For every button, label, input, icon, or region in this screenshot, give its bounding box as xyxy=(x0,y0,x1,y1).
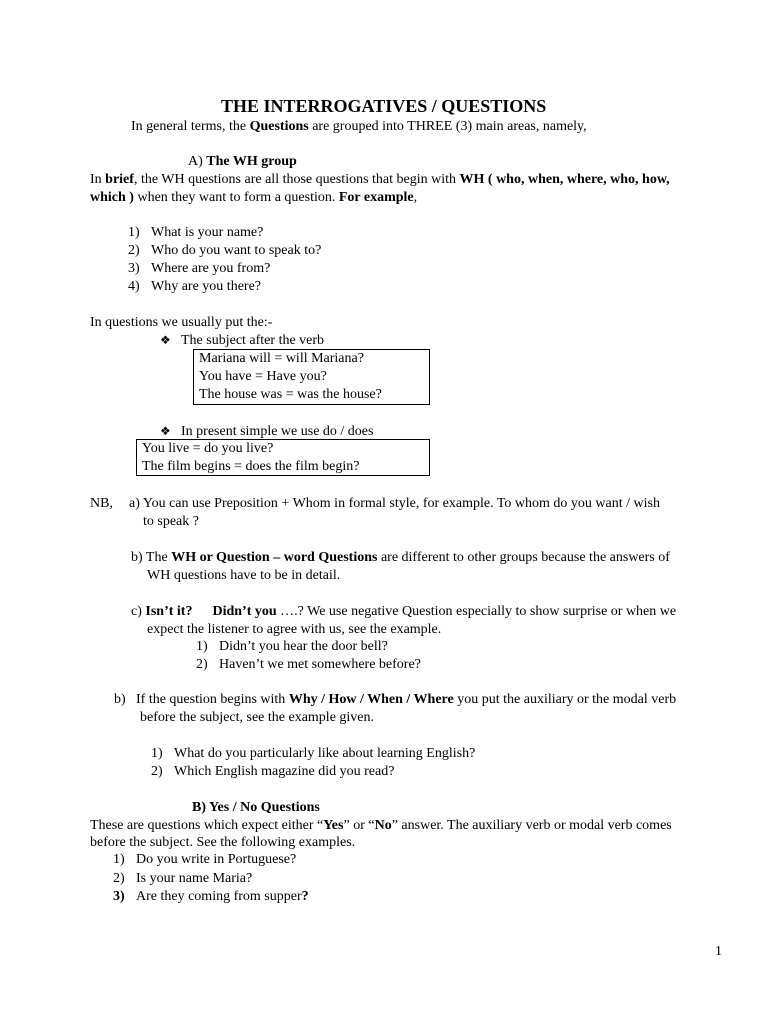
section-a-para-line2 xyxy=(90,189,417,207)
diamond-bullet-icon: ❖ xyxy=(160,333,171,347)
list-item xyxy=(128,224,140,242)
list-item xyxy=(219,638,388,656)
list-item xyxy=(151,260,270,278)
page-number: 1 xyxy=(715,944,722,959)
list-number: 2) xyxy=(196,657,208,672)
text-span-bold: Yes xyxy=(323,818,344,833)
text-span: ….? We use negative Question especially to show surprise or when we xyxy=(276,604,677,619)
list-item xyxy=(128,278,140,296)
list-number: 2) xyxy=(113,871,125,886)
list-item xyxy=(128,260,140,278)
list-item xyxy=(219,656,421,674)
nb-b-line2: WH questions have to be in detail. xyxy=(147,568,341,583)
text-span: when they want to form a question. xyxy=(133,190,339,205)
page-title: THE INTERROGATIVES / QUESTIONS xyxy=(221,96,547,116)
list-number: 2) xyxy=(151,764,163,779)
box-line: You live = do you live? xyxy=(142,441,274,456)
list-item xyxy=(151,763,163,781)
text-span-bold: For example xyxy=(338,190,414,205)
list-item xyxy=(113,851,125,869)
list-text: Who do you want to speak to? xyxy=(151,243,322,258)
list-item xyxy=(136,851,296,869)
list-text: Is your name Maria? xyxy=(136,871,253,886)
text-span: These are questions which expect either “ xyxy=(90,818,324,833)
text-span: ” answer. The auxiliary verb or modal verb comes xyxy=(391,818,672,833)
nb-label: NB, xyxy=(90,496,113,511)
intro-post: are grouped into THREE (3) main areas, namely, xyxy=(308,119,587,134)
nb-c-line2: expect the listener to agree with us, see the example. xyxy=(147,622,442,637)
list-item xyxy=(151,278,261,296)
section-a-prefix: A) xyxy=(188,154,207,169)
list-number: 3) xyxy=(128,261,140,276)
list-item xyxy=(136,888,309,906)
list-item xyxy=(151,242,321,260)
section-a-title: The WH group xyxy=(206,154,297,169)
list-item xyxy=(113,888,125,906)
text-span: , the WH questions are all those questions that begin with xyxy=(133,172,460,187)
list-number: 4) xyxy=(128,279,140,294)
bullet-text: In present simple we use do / does xyxy=(181,424,374,439)
nb-a-line2: to speak ? xyxy=(143,514,199,529)
list-text: Why are you there? xyxy=(151,279,261,294)
list-text: Do you write in Portuguese? xyxy=(136,852,297,867)
text-span-bold: No xyxy=(374,818,392,833)
text-span-bold: Why / How / When / Where xyxy=(288,692,454,707)
list-number: 3) xyxy=(113,889,125,904)
text-span: are different to other groups because the answers of xyxy=(377,550,670,565)
list-text: What is your name? xyxy=(151,225,264,240)
list-item xyxy=(174,745,475,763)
list-item xyxy=(151,224,263,242)
usually-line: In questions we usually put the:- xyxy=(90,315,273,330)
b2-line1 xyxy=(136,691,676,709)
section-a-para-line1 xyxy=(90,171,670,189)
list-text: Which English magazine did you read? xyxy=(174,764,395,779)
text-span: ” or “ xyxy=(343,818,375,833)
text-span-bold: Didn’t you xyxy=(212,604,277,619)
b2-line2: before the subject, see the example given. xyxy=(140,710,375,725)
list-number: 1) xyxy=(151,746,163,761)
list-text: Didn’t you hear the door bell? xyxy=(219,639,388,654)
text-span-bold: Isn’t it? xyxy=(145,604,193,619)
text-span-bold: which ) xyxy=(90,190,134,205)
text-span: c) xyxy=(131,604,146,619)
text-span: you put the auxiliary or the modal verb xyxy=(453,692,677,707)
list-item xyxy=(151,745,163,763)
section-b-line2: before the subject. See the following examples. xyxy=(90,835,356,850)
list-item xyxy=(136,870,252,888)
text-span: , xyxy=(413,190,418,205)
box-line: The film begins = does the film begin? xyxy=(142,459,360,474)
text-span: If the question begins with xyxy=(136,692,289,707)
list-text: Are they coming from supper xyxy=(136,889,302,904)
list-text: Where are you from? xyxy=(151,261,271,276)
list-item xyxy=(196,656,208,674)
list-item xyxy=(113,870,125,888)
text-span-bold: ? xyxy=(301,889,309,904)
section-a-heading xyxy=(188,153,297,171)
text-span-bold: WH or Question – word Questions xyxy=(171,550,378,565)
text-span: b) The xyxy=(131,550,172,565)
list-number: 2) xyxy=(128,243,140,258)
text-span-bold: brief xyxy=(105,172,134,187)
box-line: You have = Have you? xyxy=(199,369,327,384)
intro-line xyxy=(131,118,587,136)
nb-c-line1 xyxy=(131,603,676,621)
section-b-line1 xyxy=(90,817,672,835)
list-text: Haven’t we met somewhere before? xyxy=(219,657,421,672)
nb-a-line1: a) You can use Preposition + Whom in formal style, for example. To whom do you want / wish xyxy=(129,496,660,511)
list-item xyxy=(174,763,394,781)
section-b-heading: B) Yes / No Questions xyxy=(192,800,320,815)
intro-pre: In general terms, the xyxy=(131,119,250,134)
list-number: 1) xyxy=(196,639,208,654)
list-number: 1) xyxy=(113,852,125,867)
list-text: What do you particularly like about learning English? xyxy=(174,746,476,761)
bullet-text: The subject after the verb xyxy=(181,333,325,348)
intro-bold: Questions xyxy=(249,119,309,134)
list-number: 1) xyxy=(128,225,140,240)
text-span-bold: WH ( who, when, where, who, how, xyxy=(459,172,670,187)
list-item xyxy=(128,242,140,260)
list-item xyxy=(196,638,208,656)
text-span: In xyxy=(90,172,106,187)
nb-b-line1 xyxy=(131,549,670,567)
box-line: Mariana will = will Mariana? xyxy=(199,351,364,366)
box-line: The house was = was the house? xyxy=(199,387,382,402)
diamond-bullet-icon: ❖ xyxy=(160,424,171,438)
b2-label: b) xyxy=(114,692,126,707)
